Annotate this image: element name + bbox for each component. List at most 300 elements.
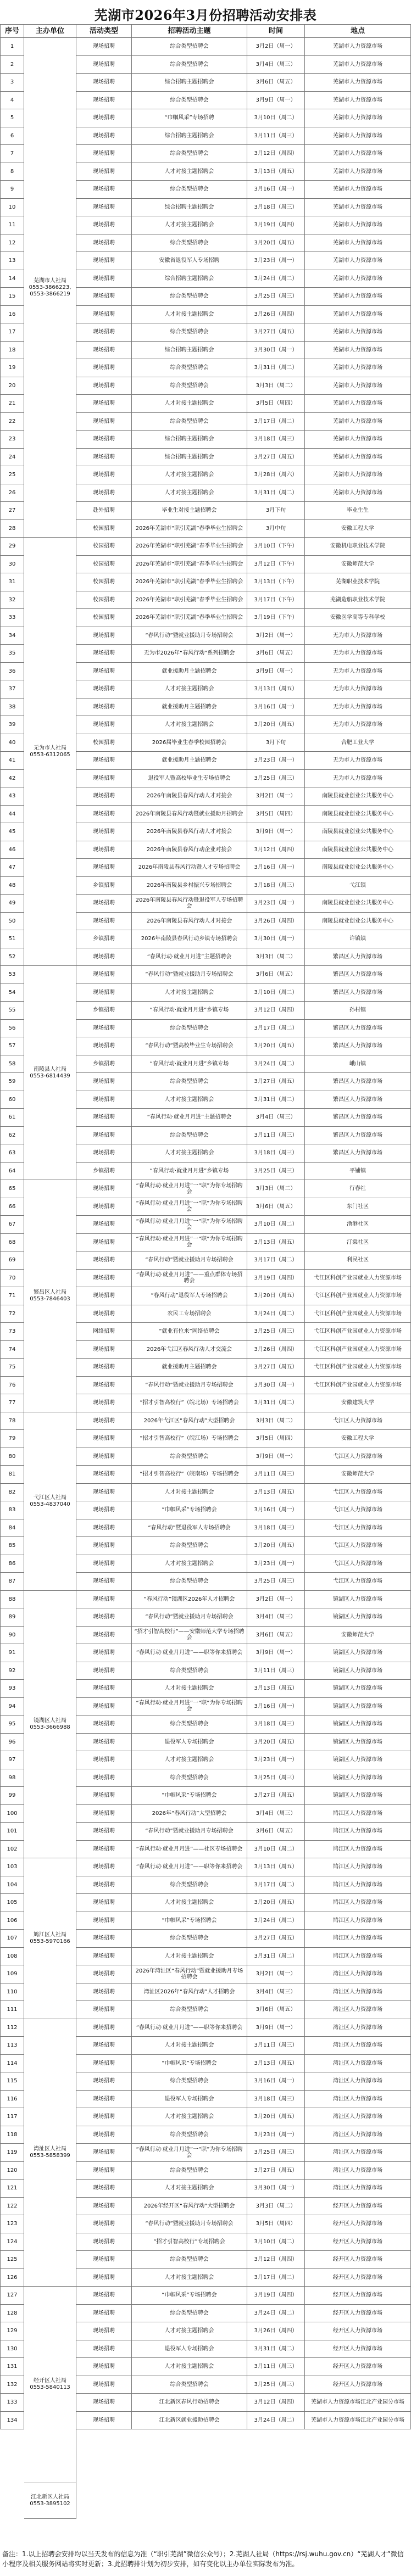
cell-type: 现场招聘 <box>76 484 132 502</box>
cell-n: 131 <box>0 2358 24 2376</box>
cell-n: 32 <box>0 591 24 610</box>
cell-n: 41 <box>0 752 24 770</box>
cell-time: 3月12日（周四） <box>247 2394 305 2412</box>
cell-type: 现场招聘 <box>76 2269 132 2287</box>
cell-theme: 综合类型招聘会 <box>132 377 247 395</box>
cell-n: 106 <box>0 1912 24 1930</box>
cell-place: 无为市人力资源市场 <box>305 680 411 699</box>
cell-place: 镜湖区人力资源市场 <box>305 1680 411 1698</box>
cell-type: 现场招聘 <box>76 2412 132 2430</box>
cell-time: 3月4日（周三） <box>247 1109 305 1127</box>
cell-place: 繁昌区人力资源市场 <box>305 1091 411 1109</box>
cell-time: 3月12日（下午） <box>247 556 305 574</box>
cell-time: 3月24日（周二） <box>247 1055 305 1074</box>
cell-type: 校园招聘 <box>76 556 132 574</box>
cell-type: 校园招聘 <box>76 520 132 538</box>
cell-place: 鸠江区人力资源市场 <box>305 1858 411 1876</box>
cell-time: 3月31日（周二） <box>247 2340 305 2359</box>
cell-theme: 综合类型招聘会 <box>132 1020 247 1038</box>
cell-place: 芜湖市人力资源市场 <box>305 306 411 324</box>
cell-time: 3月27日（周五） <box>247 1787 305 1805</box>
cell-type: 现场招聘 <box>76 1216 132 1234</box>
cell-type: 现场招聘 <box>76 2108 132 2126</box>
cell-n: 57 <box>0 1037 24 1055</box>
header-cell: 地点 <box>305 24 411 38</box>
cell-n: 81 <box>0 1466 24 1484</box>
cell-type: 现场招聘 <box>76 1698 132 1716</box>
cell-time: 3月中旬 <box>247 520 305 538</box>
cell-theme: 综合类型招聘会 <box>132 1537 247 1555</box>
cell-n: 109 <box>0 1965 24 1983</box>
cell-place: 安徽工程大学 <box>305 520 411 538</box>
cell-time: 3月11日（周三） <box>247 1662 305 1680</box>
cell-time: 3月17日（周二） <box>247 413 305 431</box>
cell-n: 55 <box>0 1002 24 1020</box>
cell-theme: “巾帼风采”专场招聘会 <box>132 2055 247 2073</box>
cell-theme: 综合类型招聘会 <box>132 1073 247 1091</box>
cell-time: 3月31日（周二） <box>247 1394 305 1412</box>
cell-type: 现场招聘 <box>76 1501 132 1519</box>
footnote: 备注：1.以上招聘会安排均以当天发布的信息为准（“职引芜湖”微信公众号）；2.芜湖人社局（https://rsj.wuhu.gov.cn）“芜湖人才”微信小程序及相关服务网站将实时更新；3.此招聘排计划为初步安排，如有变化以主办单位实际发布为准。 <box>2 2550 404 2568</box>
cell-type: 现场招聘 <box>76 1394 132 1412</box>
cell-type: 现场招聘 <box>76 1591 132 1609</box>
cell-place: 鸠江区人力资源市场 <box>305 1948 411 1966</box>
cell-place: 峨山镇 <box>305 1055 411 1074</box>
cell-type: 现场招聘 <box>76 663 132 681</box>
cell-theme: 综合类型招聘会 <box>132 323 247 342</box>
cell-n: 39 <box>0 716 24 734</box>
cell-n: 19 <box>0 359 24 377</box>
cell-theme: 人才对接主题招聘会 <box>132 395 247 413</box>
cell-theme: 2026年南陵县乡村振兴专场招聘会 <box>132 877 247 895</box>
cell-theme: 人才对接主题招聘会 <box>132 2037 247 2055</box>
cell-place: 弋江区人力资源市场 <box>305 1448 411 1466</box>
cell-time: 3月9日（周一） <box>247 1448 305 1466</box>
cell-theme: 2026年芜湖市“职引芜湖”春季毕业生招聘会 <box>132 591 247 610</box>
cell-theme: 综合类型招聘会 <box>132 413 247 431</box>
cell-theme: 综合类型招聘会 <box>132 1448 247 1466</box>
cell-time: 3月20日（周五） <box>247 1894 305 1912</box>
cell-theme: 人才对接主题招聘会 <box>132 466 247 484</box>
cell-time: 3月23日（周一） <box>247 895 305 913</box>
cell-place: 经开区人力资源市场 <box>305 2340 411 2359</box>
cell-place: 繁昌区人力资源市场 <box>305 948 411 966</box>
cell-type: 现场招聘 <box>76 323 132 342</box>
cell-time: 3月18日（周三） <box>247 1519 305 1538</box>
cell-time: 3月24日（周二） <box>247 1912 305 1930</box>
cell-time: 3月6日（周五） <box>247 966 305 984</box>
cell-type: 乡镇招聘 <box>76 1002 132 1020</box>
cell-time: 3月18日（周三） <box>247 2091 305 2109</box>
cell-time: 3月16日（周一） <box>247 2072 305 2091</box>
cell-place: 芜湖市人力资源市场 <box>305 216 411 234</box>
cell-time: 3月28日（周六） <box>247 466 305 484</box>
cell-type: 现场招聘 <box>76 1180 132 1198</box>
cell-n: 93 <box>0 1680 24 1698</box>
cell-type: 现场招聘 <box>76 1555 132 1573</box>
cell-time: 3月17日（周二） <box>247 2269 305 2287</box>
cell-type: 现场招聘 <box>76 413 132 431</box>
cell-time: 3月31日（周二） <box>247 359 305 377</box>
cell-type: 现场招聘 <box>76 895 132 913</box>
cell-type: 现场招聘 <box>76 1091 132 1109</box>
cell-place: 鸠江区人力资源市场 <box>305 1876 411 1895</box>
cell-n: 112 <box>0 2019 24 2037</box>
cell-time: 3月10日（周二） <box>247 1216 305 1234</box>
cell-time: 3月9日（周一） <box>247 1644 305 1662</box>
cell-place: 镜湖区人力资源市场 <box>305 1734 411 1752</box>
cell-place: 澛港社区 <box>305 1216 411 1234</box>
cell-theme: 综合类型招聘会 <box>132 2126 247 2144</box>
cell-time: 3月16日（周一） <box>247 181 305 199</box>
owner-cell: 镜湖区人社局 0553-3666988 <box>24 1591 76 1859</box>
cell-type: 现场招聘 <box>76 92 132 110</box>
cell-time: 3月26日（周四） <box>247 913 305 931</box>
cell-n: 50 <box>0 913 24 931</box>
cell-n: 51 <box>0 930 24 948</box>
cell-n: 66 <box>0 1198 24 1216</box>
cell-type: 现场招聘 <box>76 2251 132 2269</box>
cell-n: 100 <box>0 1805 24 1823</box>
cell-place: 安徽工程大学 <box>305 1430 411 1448</box>
cell-n: 20 <box>0 377 24 395</box>
cell-place: 利民社区 <box>305 1251 411 1270</box>
owner-cell: 无为市人社局 0553-6312065 <box>24 538 76 966</box>
cell-place: 经开区人力资源市场 <box>305 2215 411 2233</box>
cell-place: 湾沚区人力资源市场 <box>305 1983 411 2002</box>
cell-n: 47 <box>0 859 24 877</box>
cell-theme: 退役军人专场招聘会 <box>132 2091 247 2109</box>
cell-theme: 综合类型招聘会 <box>132 1127 247 1145</box>
cell-type: 现场招聘 <box>76 645 132 663</box>
cell-theme: 综合招聘主题招聘会 <box>132 127 247 146</box>
cell-theme: 人才对接主题招聘会 <box>132 1948 247 1966</box>
cell-theme: 综合类型招聘会 <box>132 288 247 306</box>
cell-time: 3月5日（周四） <box>247 395 305 413</box>
cell-type: 现场招聘 <box>76 1608 132 1627</box>
cell-theme: 综合类型招聘会 <box>132 1876 247 1895</box>
cell-place: 安徽师范大学 <box>305 1627 411 1645</box>
cell-type: 现场招聘 <box>76 2126 132 2144</box>
cell-n: 99 <box>0 1787 24 1805</box>
cell-n: 114 <box>0 2055 24 2073</box>
cell-n: 90 <box>0 1627 24 1645</box>
cell-theme: 2026年南陵县春风行动暨就业援助月招聘会 <box>132 806 247 824</box>
cell-theme: “巾帼风采”专场招聘会 <box>132 1912 247 1930</box>
cell-place: 镜湖区人力资源市场 <box>305 1591 411 1609</box>
cell-type: 现场招聘 <box>76 966 132 984</box>
owner-cell: 芜湖市人社局 0553-3866223, 0553-3866219 <box>24 38 76 538</box>
cell-time: 3月5日（周四） <box>247 1430 305 1448</box>
cell-place: 繁昌区人力资源市场 <box>305 966 411 984</box>
cell-type: 现场招聘 <box>76 1251 132 1270</box>
cell-type: 现场招聘 <box>76 1894 132 1912</box>
cell-place: 湾沚区人力资源市场 <box>305 2055 411 2073</box>
cell-theme: 就业援助月主题招聘会 <box>132 663 247 681</box>
cell-type: 现场招聘 <box>76 56 132 74</box>
cell-place: 弋江区科创产业园就业人力资源市场 <box>305 1323 411 1341</box>
cell-n: 129 <box>0 2322 24 2340</box>
cell-theme: 人才对接主题招聘会 <box>132 216 247 234</box>
cell-theme: “招才引智高校行”——安徽师范大学专场招聘会 <box>132 1627 247 1645</box>
cell-type: 现场招聘 <box>76 859 132 877</box>
cell-type: 现场招聘 <box>76 145 132 163</box>
cell-type: 现场招聘 <box>76 1841 132 1859</box>
cell-time: 3月25日（周三） <box>247 770 305 788</box>
cell-n: 28 <box>0 520 24 538</box>
cell-place: 芜湖市人力资源市场 <box>305 449 411 467</box>
cell-type: 现场招聘 <box>76 2394 132 2412</box>
cell-theme: 就业援助月主题招聘会 <box>132 1359 247 1377</box>
cell-place: 南陵县就业创业公共服务中心 <box>305 787 411 806</box>
cell-type: 现场招聘 <box>76 1734 132 1752</box>
cell-n: 119 <box>0 2144 24 2162</box>
cell-time: 3月23日（周一） <box>247 2126 305 2144</box>
cell-time: 3月4日（周三） <box>247 1805 305 1823</box>
cell-n: 11 <box>0 216 24 234</box>
cell-type: 现场招聘 <box>76 1377 132 1395</box>
cell-time: 3月20日（周五） <box>247 1287 305 1305</box>
cell-time: 3月23日（周一） <box>247 1751 305 1769</box>
cell-time: 3月26日（周四） <box>247 2322 305 2340</box>
cell-theme: 2026年南陵县春风行动暨人才专场招聘会 <box>132 859 247 877</box>
cell-time: 3月3日（周二） <box>247 948 305 966</box>
cell-place: 芜湖市人力资源市场 <box>305 74 411 92</box>
cell-theme: 2026年芜湖市“职引芜湖”春季毕业生招聘会 <box>132 538 247 556</box>
cell-place: 无为市人力资源市场 <box>305 699 411 717</box>
cell-time: 3月6日（周五） <box>247 1823 305 1841</box>
owner-cell: 繁昌区人社局 0553-7846403 <box>24 1180 76 1412</box>
cell-n: 77 <box>0 1394 24 1412</box>
cell-place: 芜湖市人力资源市场 <box>305 413 411 431</box>
cell-place: 弋江区科创产业园就业人力资源市场 <box>305 1341 411 1359</box>
cell-n: 22 <box>0 413 24 431</box>
cell-place: 南陵县就业创业公共服务中心 <box>305 841 411 859</box>
cell-type: 校园招聘 <box>76 609 132 627</box>
cell-time: 3月6日（周五） <box>247 1198 305 1216</box>
cell-n: 117 <box>0 2108 24 2126</box>
cell-n: 23 <box>0 431 24 449</box>
cell-time: 3月25日（周三） <box>247 1769 305 1787</box>
cell-type: 现场招聘 <box>76 2376 132 2394</box>
cell-place: 无为市人力资源市场 <box>305 770 411 788</box>
cell-theme: “就业有位来”网络招聘会 <box>132 1323 247 1341</box>
cell-place: 东门社区 <box>305 1198 411 1216</box>
cell-type: 现场招聘 <box>76 2055 132 2073</box>
cell-n: 9 <box>0 181 24 199</box>
cell-type: 现场招聘 <box>76 1858 132 1876</box>
cell-type: 现场招聘 <box>76 342 132 360</box>
cell-place: 南陵县就业创业公共服务中心 <box>305 859 411 877</box>
cell-time: 3月20日（周五） <box>247 2108 305 2126</box>
cell-type: 现场招聘 <box>76 2340 132 2359</box>
cell-place: 芜湖市人力资源市场江北产业园分市场 <box>305 2412 411 2430</box>
cell-n: 24 <box>0 449 24 467</box>
cell-place: 行春社 <box>305 1180 411 1198</box>
cell-theme: 综合类型招聘会 <box>132 1769 247 1787</box>
cell-n: 92 <box>0 1662 24 1680</box>
cell-theme: “春风行动·就业月月进”一“职”为你专场招聘会 <box>132 1198 247 1216</box>
cell-place: 芜湖市人力资源市场 <box>305 145 411 163</box>
cell-n: 17 <box>0 323 24 342</box>
cell-place: 繁昌区人力资源市场 <box>305 1144 411 1163</box>
cell-n: 123 <box>0 2215 24 2233</box>
cell-n: 30 <box>0 556 24 574</box>
cell-n: 52 <box>0 948 24 966</box>
cell-n: 80 <box>0 1448 24 1466</box>
cell-type: 现场招聘 <box>76 163 132 181</box>
cell-place: 弋江区人力资源市场 <box>305 1537 411 1555</box>
cell-type: 现场招聘 <box>76 2358 132 2376</box>
cell-n: 70 <box>0 1270 24 1288</box>
cell-time: 3月25日（周三） <box>247 288 305 306</box>
cell-theme: 2026年南陵县春风行动人才对接会 <box>132 787 247 806</box>
cell-time: 3月5日（周四） <box>247 806 305 824</box>
cell-type: 乡镇招聘 <box>76 930 132 948</box>
cell-n: 102 <box>0 1841 24 1859</box>
cell-place: 镜湖区人力资源市场 <box>305 1769 411 1787</box>
cell-theme: 综合类型招聘会 <box>132 181 247 199</box>
cell-time: 3月20日（周五） <box>247 1537 305 1555</box>
cell-n: 58 <box>0 1055 24 1074</box>
cell-theme: 2026年芜湖市“职引芜湖”春季毕业生招聘会 <box>132 520 247 538</box>
cell-n: 1 <box>0 38 24 56</box>
cell-n: 43 <box>0 787 24 806</box>
cell-time: 3月11日（周三） <box>247 1127 305 1145</box>
cell-theme: 综合类型招聘会 <box>132 1716 247 1734</box>
cell-place: 镜湖区人力资源市场 <box>305 1644 411 1662</box>
cell-type: 现场招聘 <box>76 109 132 127</box>
cell-type: 现场招聘 <box>76 1270 132 1288</box>
cell-time: 3月3日（周二） <box>247 2198 305 2216</box>
cell-time: 3月13日（周五） <box>247 1234 305 1252</box>
cell-theme: 人才对接主题招聘会 <box>132 680 247 699</box>
cell-n: 104 <box>0 1876 24 1895</box>
cell-place: 南陵县就业创业公共服务中心 <box>305 913 411 931</box>
cell-theme: 人才对接主题招聘会 <box>132 1484 247 1502</box>
cell-n: 78 <box>0 1412 24 1431</box>
cell-theme: 2026年芜湖市“职引芜湖”春季毕业生招聘会 <box>132 573 247 591</box>
cell-theme: “春风行动·就业月月进”乡镇专场 <box>132 1163 247 1181</box>
cell-place: 无为市人力资源市场 <box>305 663 411 681</box>
cell-type: 现场招聘 <box>76 1662 132 1680</box>
cell-theme: 2026年南陵县春风行动人才对接会 <box>132 823 247 841</box>
cell-place: 经开区人力资源市场 <box>305 2305 411 2323</box>
cell-theme: 人才对接主题招聘会 <box>132 984 247 1002</box>
cell-n: 89 <box>0 1608 24 1627</box>
cell-place: 安徽医学高等专科学校 <box>305 609 411 627</box>
cell-n: 111 <box>0 2001 24 2019</box>
cell-theme: 江北新区春风行动招聘会 <box>132 2394 247 2412</box>
cell-n: 88 <box>0 1591 24 1609</box>
cell-time: 3月3日（周二） <box>247 377 305 395</box>
cell-time: 3月10日（周二） <box>247 1841 305 1859</box>
cell-theme: “春风行动·就业月月进”——职等你来招聘会 <box>132 1858 247 1876</box>
cell-theme: 2026年弋江区“春风行动”大型招聘会 <box>132 1412 247 1431</box>
cell-type: 现场招聘 <box>76 38 132 56</box>
cell-n: 124 <box>0 2233 24 2251</box>
cell-n: 5 <box>0 109 24 127</box>
cell-n: 48 <box>0 877 24 895</box>
cell-type: 现场招聘 <box>76 2180 132 2198</box>
cell-n: 62 <box>0 1127 24 1145</box>
cell-time: 3月6日（周五） <box>247 2001 305 2019</box>
cell-place: 经开区人力资源市场 <box>305 2251 411 2269</box>
cell-n: 27 <box>0 502 24 520</box>
cell-n: 12 <box>0 234 24 253</box>
cell-theme: “春风行动”退役军人专场招聘会 <box>132 1287 247 1305</box>
cell-theme: 退役军人暨高校毕业生专场招聘会 <box>132 770 247 788</box>
header-cell: 序号 <box>0 24 24 38</box>
cell-n: 118 <box>0 2126 24 2144</box>
cell-time: 3月17日（周二） <box>247 1251 305 1270</box>
cell-time: 3月13日（周五） <box>247 1858 305 1876</box>
cell-place: 繁昌区人力资源市场 <box>305 984 411 1002</box>
cell-time: 3月13日（周五） <box>247 680 305 699</box>
cell-type: 现场招聘 <box>76 431 132 449</box>
cell-time: 3月16日（周一） <box>247 1698 305 1716</box>
header-cell: 主办单位 <box>24 24 76 38</box>
cell-type: 现场招聘 <box>76 1965 132 1983</box>
cell-type: 赴外招聘 <box>76 502 132 520</box>
cell-theme: 人才对接主题招聘会 <box>132 2108 247 2126</box>
cell-place: 弋江区科创产业园就业人力资源市场 <box>305 1377 411 1395</box>
cell-n: 87 <box>0 1573 24 1591</box>
cell-theme: 综合类型招聘会 <box>132 359 247 377</box>
cell-place: 鸠江区人力资源市场 <box>305 1823 411 1841</box>
cell-theme: 2026年南陵县春风行动人才对接会 <box>132 913 247 931</box>
cell-n: 61 <box>0 1109 24 1127</box>
cell-n: 115 <box>0 2072 24 2091</box>
cell-n: 128 <box>0 2305 24 2323</box>
cell-time: 3月16日（周一） <box>247 699 305 717</box>
cell-type: 现场招聘 <box>76 252 132 270</box>
cell-place: 芜湖市人力资源市场 <box>305 359 411 377</box>
cell-place: 芜湖市人力资源市场 <box>305 484 411 502</box>
cell-type: 现场招聘 <box>76 1484 132 1502</box>
cell-time: 3月30日（周一） <box>247 930 305 948</box>
cell-time: 3月4日（周三） <box>247 1983 305 2002</box>
cell-type: 现场招聘 <box>76 2072 132 2091</box>
cell-time: 3月20日（周五） <box>247 1037 305 1055</box>
cell-time: 3月18日（周三） <box>247 199 305 217</box>
cell-theme: “招才引智高校行”（皖江场）专场招聘会 <box>132 1430 247 1448</box>
cell-place: 芜湖市人力资源市场 <box>305 38 411 56</box>
cell-theme: “春风行动·就业月月进”一“职”为你专场招聘会 <box>132 2144 247 2162</box>
cell-type: 现场招聘 <box>76 1787 132 1805</box>
cell-type: 校园招聘 <box>76 538 132 556</box>
cell-time: 3月下旬 <box>247 502 305 520</box>
cell-type: 现场招聘 <box>76 699 132 717</box>
cell-n: 82 <box>0 1484 24 1502</box>
cell-time: 3月31日（周二） <box>247 484 305 502</box>
cell-type: 现场招聘 <box>76 1751 132 1769</box>
cell-type: 现场招聘 <box>76 752 132 770</box>
cell-theme: “春风行动·就业月月进”——职等你来招聘会 <box>132 1644 247 1662</box>
cell-time: 3月9日（周一） <box>247 823 305 841</box>
cell-n: 71 <box>0 1287 24 1305</box>
cell-n: 33 <box>0 609 24 627</box>
cell-type: 现场招聘 <box>76 716 132 734</box>
cell-n: 132 <box>0 2376 24 2394</box>
cell-theme: 2026年经开区“春风行动”大型招聘会 <box>132 2198 247 2216</box>
cell-time: 3月25日（周三） <box>247 1163 305 1181</box>
cell-type: 现场招聘 <box>76 1127 132 1145</box>
cell-place: 芜湖市人力资源市场 <box>305 395 411 413</box>
cell-n: 72 <box>0 1305 24 1323</box>
cell-place: 安徽建筑大学 <box>305 1394 411 1412</box>
cell-n: 130 <box>0 2340 24 2359</box>
